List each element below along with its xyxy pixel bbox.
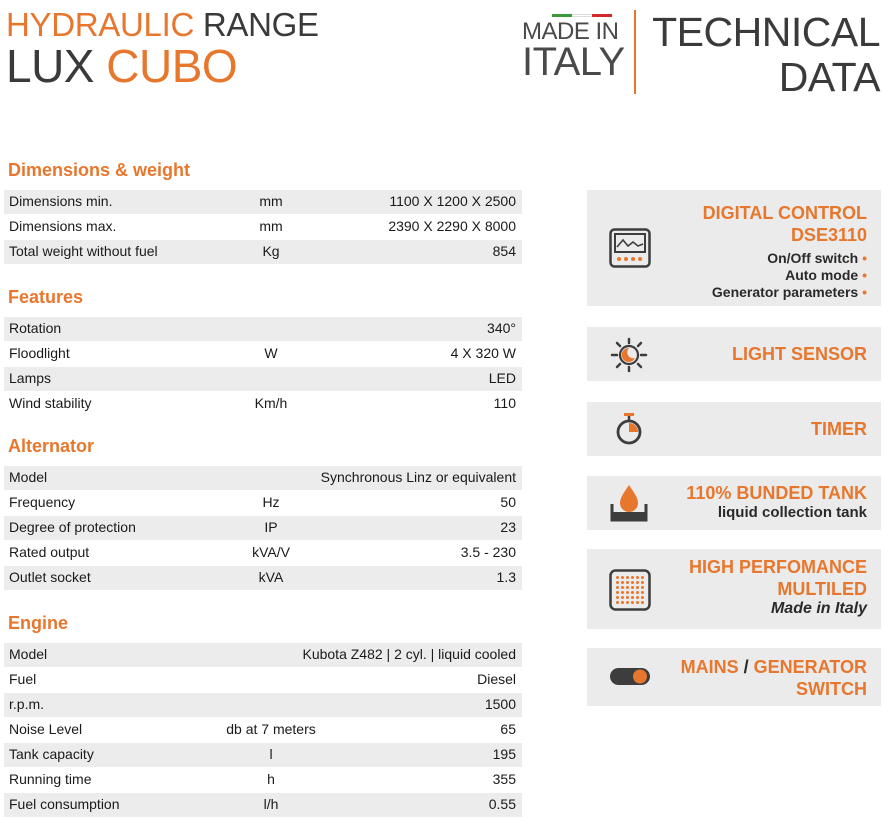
led-dot xyxy=(631,591,634,594)
spec-unit: h xyxy=(267,771,275,787)
spec-value: 3.5 - 230 xyxy=(460,544,516,560)
tank-drop-icon xyxy=(609,482,649,524)
spec-unit: l/h xyxy=(263,796,279,812)
spec-label: r.p.m. xyxy=(9,696,45,712)
spec-label: Outlet socket xyxy=(9,569,91,585)
led-dot xyxy=(626,581,629,584)
spec-label: Fuel xyxy=(9,671,37,687)
section-title-features: Features xyxy=(8,287,84,307)
multiled-text xyxy=(689,556,867,617)
spec-unit: Kg xyxy=(262,243,280,259)
spec-value: 50 xyxy=(500,494,516,510)
led-dot xyxy=(641,591,644,594)
spec-value: 195 xyxy=(492,746,516,762)
led-dot xyxy=(641,581,644,584)
spec-label: Fuel consumption xyxy=(9,796,120,812)
spec-row xyxy=(4,190,522,214)
multiled-title-1: HIGH PERFOMANCE xyxy=(688,557,867,577)
led-dot xyxy=(621,581,624,584)
spec-value: 65 xyxy=(500,721,516,737)
spec-row xyxy=(4,240,522,264)
spec-value: Synchronous Linz or equivalent xyxy=(320,469,516,485)
feature-on-off: On/Off switch • xyxy=(767,250,867,266)
led-dot xyxy=(626,601,629,604)
feature-generator-parameters: Generator parameters • xyxy=(711,284,867,300)
spec-value: 0.55 xyxy=(488,796,516,812)
led-dot xyxy=(616,601,619,604)
led-dot xyxy=(641,601,644,604)
digital-control-title: DIGITAL CONTROL xyxy=(702,203,867,223)
spec-row xyxy=(4,743,522,767)
spec-label: Degree of protection xyxy=(9,519,136,535)
header-divider xyxy=(634,10,636,94)
led-dot xyxy=(631,586,634,589)
spec-label: Rotation xyxy=(9,320,62,336)
spec-unit: db at 7 meters xyxy=(226,721,316,737)
spec-unit: mm xyxy=(259,218,283,234)
led-dot xyxy=(621,576,624,579)
product-title xyxy=(6,6,319,92)
title-cubo: CUBO xyxy=(106,40,238,92)
led-dot xyxy=(641,596,644,599)
spec-label: Model xyxy=(9,646,48,662)
spec-unit: W xyxy=(264,345,278,361)
section-title-dimensions: Dimensions & weight xyxy=(8,160,191,180)
italian-flag-icon xyxy=(552,14,612,17)
digital-control-text xyxy=(703,202,867,301)
technical-data-title xyxy=(652,10,880,100)
led-dot xyxy=(616,591,619,594)
card-timer xyxy=(587,402,881,456)
led-dot xyxy=(621,586,624,589)
dse-model: DSE3110 xyxy=(790,225,867,245)
title-line-2 xyxy=(6,40,319,92)
title-line-1 xyxy=(6,8,319,41)
spec-unit: kVA/V xyxy=(252,544,290,560)
led-dot xyxy=(636,601,639,604)
led-dot xyxy=(621,596,624,599)
led-dot xyxy=(631,576,634,579)
led-dot xyxy=(616,586,619,589)
spec-row xyxy=(4,693,522,717)
spec-label: Total weight without fuel xyxy=(9,243,158,259)
spec-value: 1500 xyxy=(484,696,516,712)
spec-row xyxy=(4,643,522,667)
spec-row xyxy=(4,793,522,817)
spec-row xyxy=(4,392,522,416)
spec-unit: kVA xyxy=(258,569,284,585)
spec-unit: Km/h xyxy=(254,395,288,411)
card-mains-switch xyxy=(587,648,881,706)
spec-label: Wind stability xyxy=(9,395,92,411)
feature-auto-mode: Auto mode • xyxy=(785,267,867,283)
spec-value: Diesel xyxy=(477,671,516,687)
technical-text: TECHNICAL xyxy=(652,9,880,55)
light-sensor-title: LIGHT SENSOR xyxy=(731,344,867,364)
spec-label: Frequency xyxy=(9,494,76,510)
spec-value: 340° xyxy=(487,320,516,336)
spec-value: Kubota Z482 | 2 cyl. | liquid cooled xyxy=(302,646,516,662)
led-dot xyxy=(626,586,629,589)
control-panel-icon xyxy=(609,228,651,268)
card-light-sensor xyxy=(587,327,881,381)
spec-row xyxy=(4,541,522,565)
spec-value: 1100 X 1200 X 2500 xyxy=(389,193,516,209)
bunded-tank-subtitle: liquid collection tank xyxy=(717,504,867,521)
spec-value: 2390 X 2290 X 8000 xyxy=(388,218,516,234)
spec-row xyxy=(4,668,522,692)
led-dot xyxy=(636,576,639,579)
led-dot xyxy=(631,581,634,584)
spec-label: Dimensions min. xyxy=(9,193,113,209)
spec-row xyxy=(4,215,522,239)
section-title-alternator: Alternator xyxy=(8,436,95,456)
led-matrix-icon xyxy=(609,569,651,611)
timer-title: TIMER xyxy=(811,419,867,439)
led-dot xyxy=(616,596,619,599)
card-bunded-tank xyxy=(587,476,881,530)
led-dot xyxy=(626,596,629,599)
multiled-subtitle: Made in Italy xyxy=(770,600,867,617)
mains-switch-title-2: SWITCH xyxy=(796,679,867,699)
spec-unit: Hz xyxy=(262,494,280,510)
led-dot xyxy=(636,586,639,589)
spec-row xyxy=(4,342,522,366)
led-dot xyxy=(641,586,644,589)
card-multiled xyxy=(587,549,881,629)
led-dot xyxy=(636,596,639,599)
data-text: DATA xyxy=(778,54,880,100)
title-range: RANGE xyxy=(202,6,319,43)
spec-value: 355 xyxy=(492,771,516,787)
spec-unit: l xyxy=(269,746,273,762)
led-dot xyxy=(631,601,634,604)
led-dot xyxy=(626,591,629,594)
spec-row xyxy=(4,367,522,391)
spec-unit: mm xyxy=(259,193,283,209)
spec-label: Dimensions max. xyxy=(9,218,117,234)
spec-label: Model xyxy=(9,469,48,485)
title-hydraulic: HYDRAULIC xyxy=(6,6,195,43)
spec-value: 1.3 xyxy=(496,569,516,585)
spec-row xyxy=(4,768,522,792)
toggle-switch-icon xyxy=(609,665,651,689)
spec-label: Lamps xyxy=(9,370,52,386)
bunded-tank-text xyxy=(686,482,867,521)
section-title-engine: Engine xyxy=(8,613,69,633)
spec-label: Running time xyxy=(9,771,92,787)
spec-row xyxy=(4,516,522,540)
spec-value: LED xyxy=(488,370,516,386)
light-sensor-icon xyxy=(609,337,649,373)
spec-row xyxy=(4,718,522,742)
mains-switch-title-1: MAINS / GENERATOR xyxy=(680,657,867,677)
led-dot xyxy=(636,581,639,584)
led-dot xyxy=(616,581,619,584)
spec-label: Noise Level xyxy=(9,721,83,737)
led-dot xyxy=(621,591,624,594)
timer-icon xyxy=(609,412,649,448)
spec-row xyxy=(4,566,522,590)
led-dot xyxy=(641,576,644,579)
spec-label: Floodlight xyxy=(9,345,70,361)
spec-value: 110 xyxy=(493,395,516,411)
led-dot xyxy=(621,601,624,604)
card-digital-control xyxy=(587,190,881,306)
bunded-tank-title: 110% BUNDED TANK xyxy=(686,483,867,503)
spec-row xyxy=(4,491,522,515)
spec-label: Rated output xyxy=(9,544,90,560)
title-lux: LUX xyxy=(6,40,94,92)
spec-unit: IP xyxy=(264,519,278,535)
spec-value: 4 X 320 W xyxy=(450,345,516,361)
made-in-text: MADE IN xyxy=(522,18,619,45)
led-dot xyxy=(636,591,639,594)
multiled-title-2: MULTILED xyxy=(777,579,867,599)
mains-switch-text xyxy=(681,656,867,700)
spec-value: 23 xyxy=(500,519,516,535)
italy-text: ITALY xyxy=(522,40,625,84)
spec-row xyxy=(4,317,522,341)
led-dot xyxy=(631,596,634,599)
spec-value: 854 xyxy=(492,243,516,259)
spec-row xyxy=(4,466,522,490)
spec-label: Tank capacity xyxy=(9,746,94,762)
led-dot xyxy=(616,576,619,579)
led-dot xyxy=(626,576,629,579)
